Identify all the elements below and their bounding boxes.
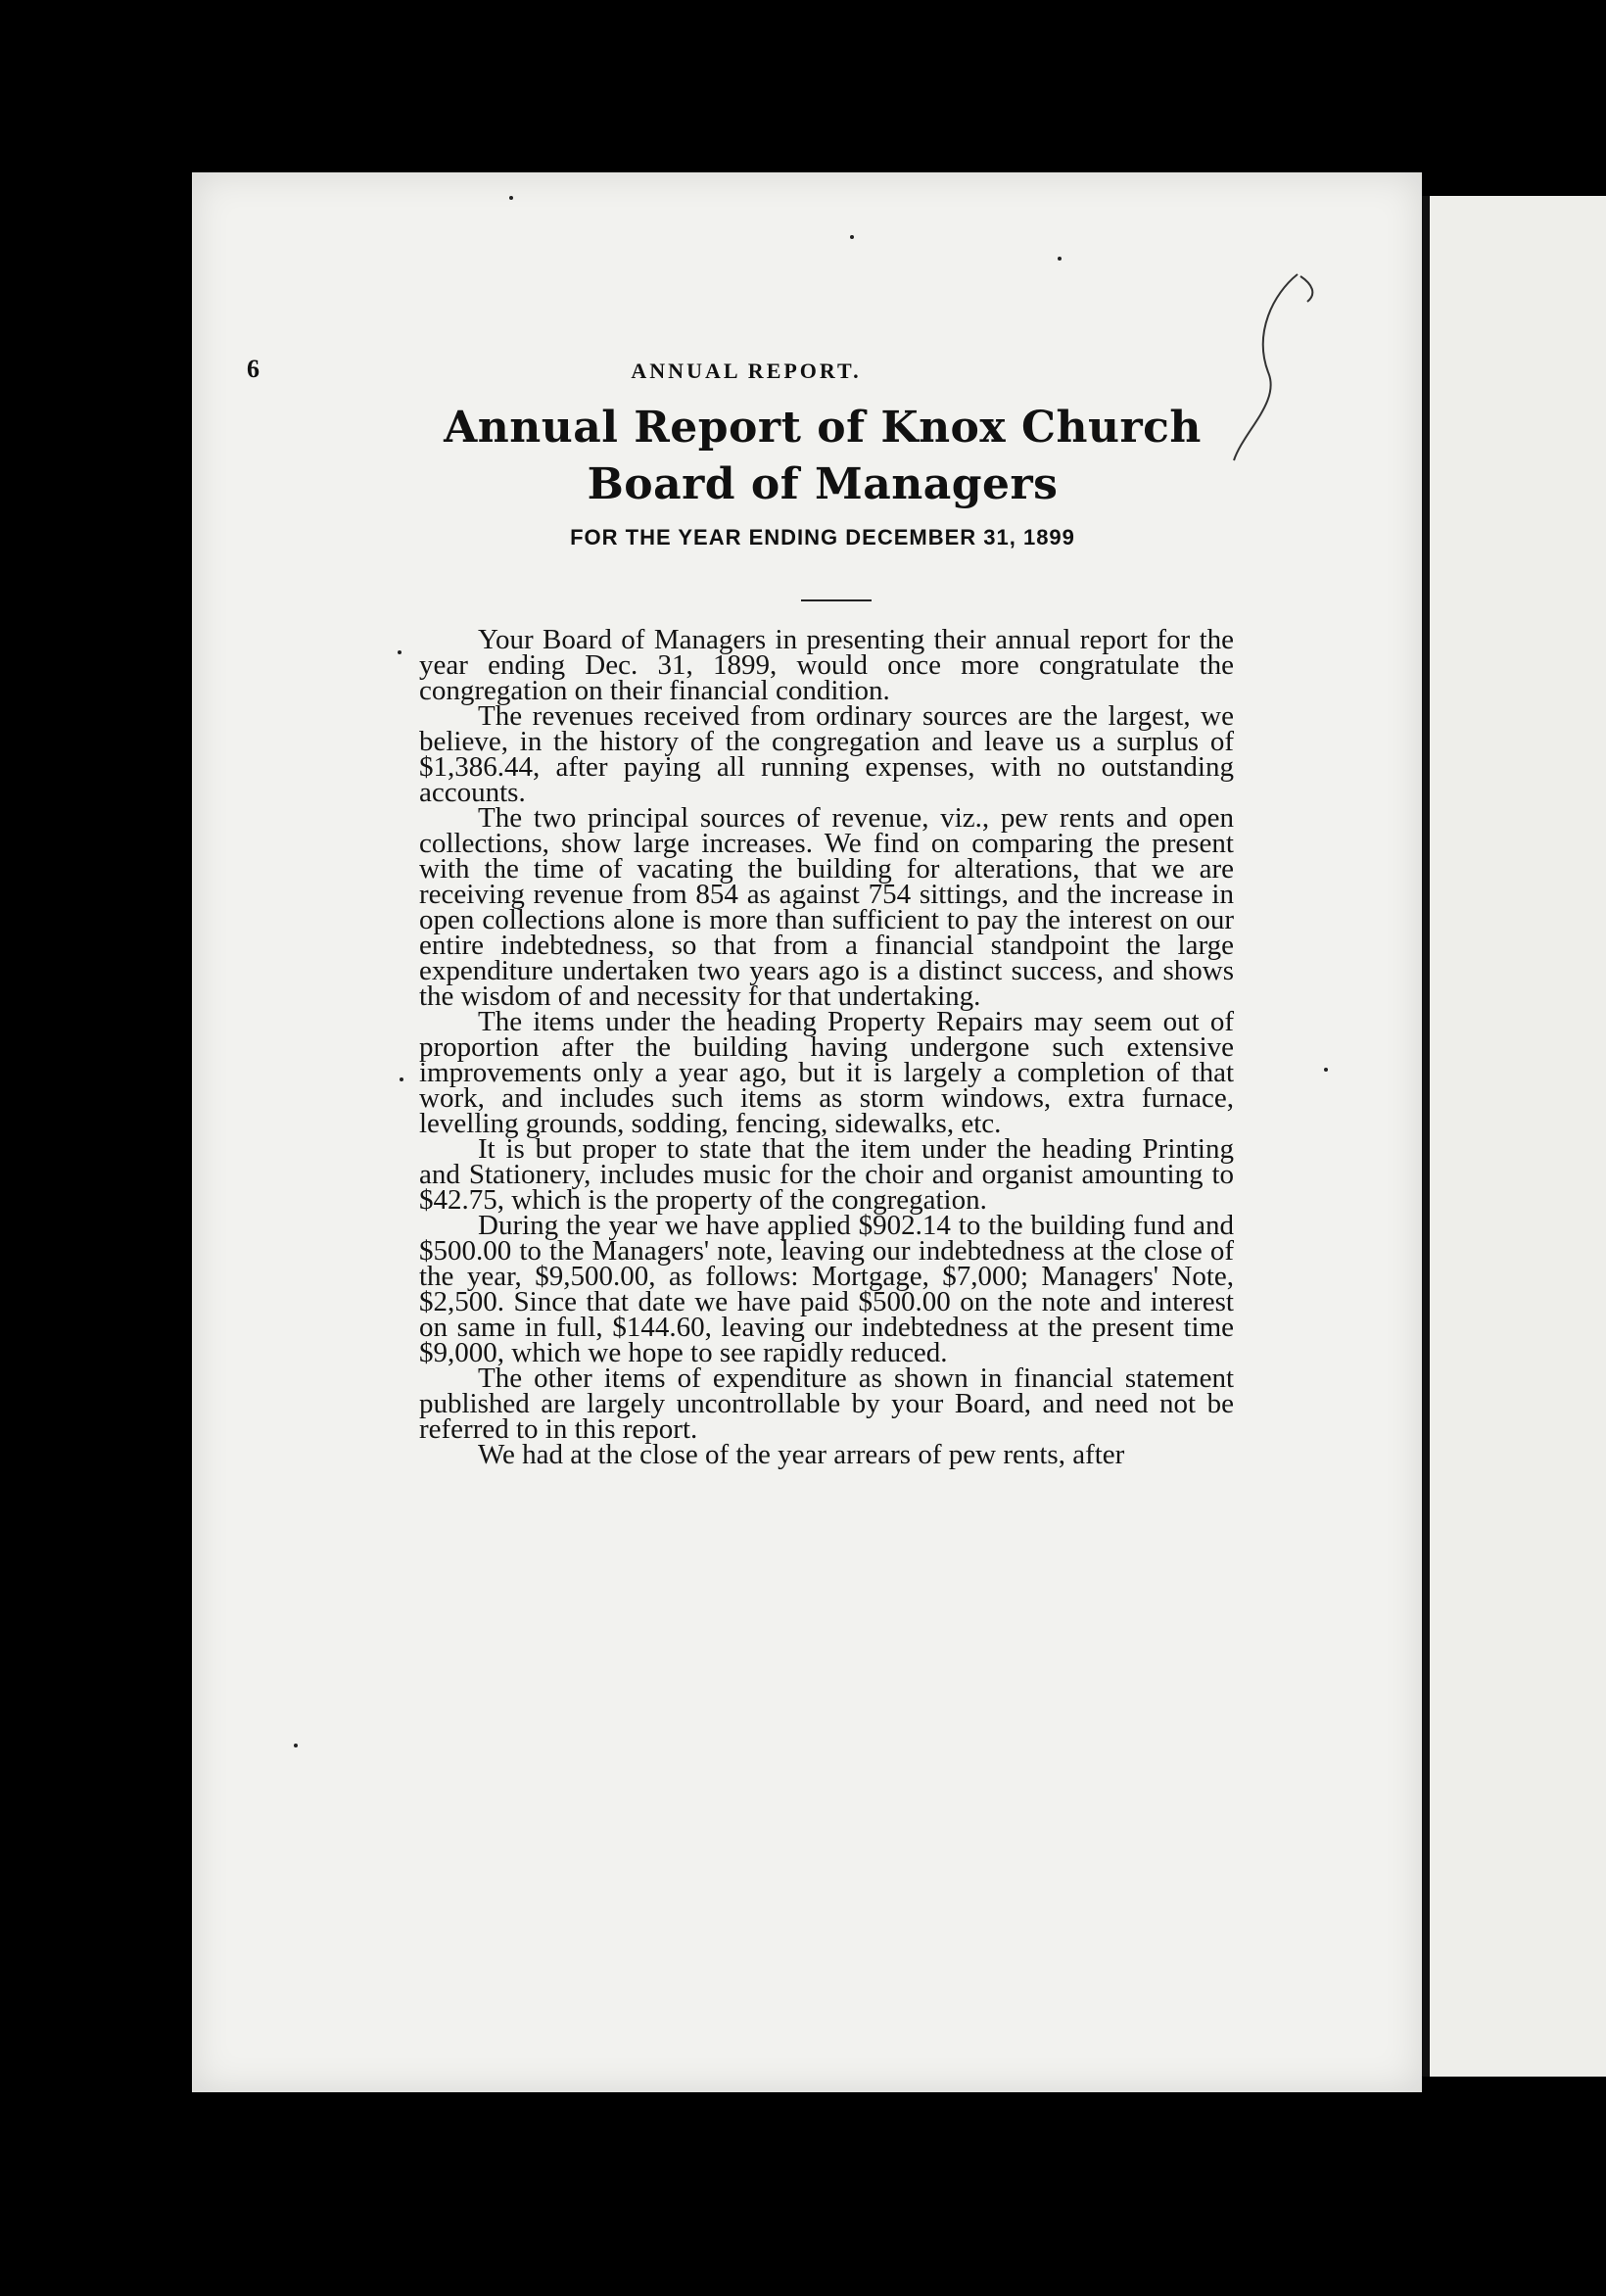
- paragraph: The two principal sources of revenue, viz., pew rents and open collections, show large increases. We find on comparing the present with the time of vacating the building for alterations, that we are receiving revenue from 854 as against 754 sittings, and the increase in open collections alone is more than sufficient to pay the interest on our entire indebtedness, so that from a financial standpoint the large expenditure undertaken two years ago is a distinct success, and shows the wisdom of and necessity for that undertaking.: [419, 802, 1234, 1012]
- paragraph: It is but proper to state that the item under the heading Printing and Stationery, includes music for the choir and organist amounting to $42.75, which is the property of the congregation.: [419, 1133, 1234, 1216]
- paragraph: The other items of expenditure as shown in financial statement published are largely uncontrollable by your Board, and need not be referred to in this report.: [419, 1363, 1234, 1445]
- paper-speck: [509, 196, 513, 200]
- paragraph: During the year we have applied $902.14 to the building fund and $500.00 to the Managers' note, leaving our indebtedness at the close of the year, $9,500.00, as follows: Mortgage, $7,000; Managers' Note, $2,500. Since that date we have paid $500.00 on the note and interest on same in full, $144.60, leaving our indebtedness at the present time $9,000, which we hope to see rapidly reduced.: [419, 1210, 1234, 1368]
- running-head: ANNUAL REPORT.: [631, 359, 862, 383]
- report-title: Annual Report of Knox Church Board of Managers: [444, 403, 1202, 509]
- book-spine: [1422, 196, 1430, 2077]
- title-rule: [801, 599, 872, 601]
- page-header: [247, 355, 1246, 394]
- paper-speck: [1058, 257, 1062, 261]
- facing-page-edge: [1430, 196, 1606, 2077]
- paragraph: We had at the close of the year arrears of pew rents, after: [478, 1439, 1125, 1470]
- paper-speck: [400, 1077, 403, 1081]
- report-subtitle: FOR THE YEAR ENDING DECEMBER 31, 1899: [570, 525, 1075, 550]
- paper-speck: [1324, 1068, 1328, 1072]
- paper-speck: [398, 650, 402, 654]
- paper-speck: [294, 1744, 298, 1747]
- report-body: [419, 624, 1234, 1470]
- page-number: 6: [247, 355, 260, 383]
- paragraph: The items under the heading Property Repairs may seem out of proportion after the building having undergone such extensive improvements only a year ago, but it is largely a completion of that work, and includes such items as storm windows, extra furnace, levelling grounds, sodding, fencing, sidewalks, etc.: [419, 1006, 1234, 1139]
- paragraph: Your Board of Managers in presenting their annual report for the year ending Dec. 31, 1899, would once more congratulate the congregation on their financial condition.: [419, 624, 1234, 706]
- paper-speck: [850, 235, 854, 239]
- paragraph: The revenues received from ordinary sources are the largest, we believe, in the history of the congregation and leave us a surplus of $1,386.44, after paying all running expenses, with no outstanding accounts.: [419, 700, 1234, 808]
- pencil-scribble-mark: [1214, 264, 1322, 500]
